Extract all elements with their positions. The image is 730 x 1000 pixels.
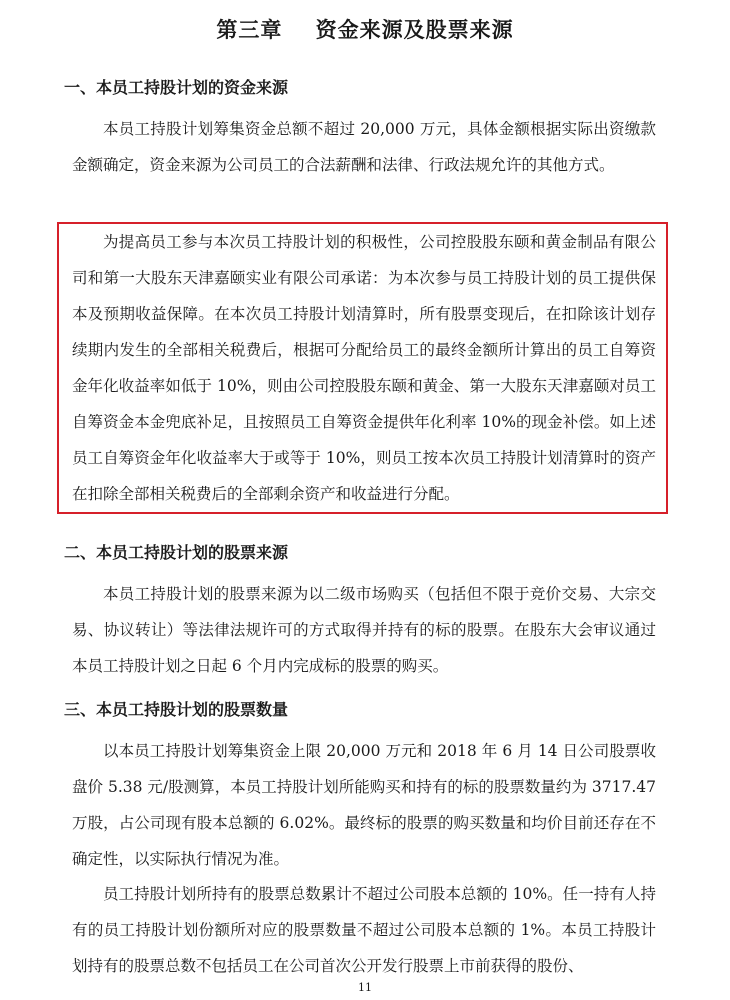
page-number: 11 xyxy=(358,981,372,994)
paragraph-stock-source: 本员工持股计划的股票来源为以二级市场购买（包括但不限于竞价交易、大宗交易、协议转让）等法律法规许可的方式取得并持有的标的股票。在股东大会审议通过本员工持股计划之日起 6 个月内完成标的股票的购买。 xyxy=(72,585,656,675)
section-heading-stock-source: 二、本员工持股计划的股票来源 xyxy=(64,543,289,562)
section-heading-stock-quantity: 三、本员工持股计划的股票数量 xyxy=(64,700,289,719)
paragraph-stock-quantity: 以本员工持股计划筹集资金上限 20,000 万元和 2018 年 6 月 14 日公司股票收盘价 5.38 元/股测算，本员工持股计划所能购买和持有的标的股票数量约为 3717.47 万股，占公司现有股本总额的 6.02%。最终标的股票的购买数量和均价目前还存在不确定性，以实际执行情况为准。 xyxy=(72,742,656,868)
paragraph-holding-limits: 员工持股计划所持有的股票总数累计不超过公司股本总额的 10%。任一持有人持有的员工持股计划份额所对应的股票数量不超过公司股本总额的 1%。本员工持股计划持有的股票总数不包括员工在公司首次公开发行股票上市前获得的股份、 xyxy=(72,885,656,975)
paragraph-guarantee-commitment: 为提高员工参与本次员工持股计划的积极性，公司控股股东颐和黄金制品有限公司和第一大股东天津嘉颐实业有限公司承诺：为本次参与员工持股计划的员工提供保本及预期收益保障。在本次员工持股计划清算时，所有股票变现后，在扣除该计划存续期内发生的全部相关税费后，根据可分配给员工的最终金额所计算出的员工自筹资金年化收益率如低于 10%，则由公司控股股东颐和黄金、第一大股东天津嘉颐对员工自筹资金本金兜底补足，且按照员工自筹资金提供年化利率 10%的现金补偿。如上述员工自筹资金年化收益率大于或等于 10%，则员工按本次员工持股计划清算时的资产在扣除全部相关税费后的全部剩余资产和收益进行分配。 xyxy=(72,233,656,503)
chapter-title: 第三章 资金来源及股票来源 xyxy=(216,18,514,42)
paragraph-funding-amount: 本员工持股计划筹集资金总额不超过 20,000 万元，具体金额根据实际出资缴款金额确定，资金来源为公司员工的合法薪酬和法律、行政法规允许的其他方式。 xyxy=(72,120,656,174)
section-heading-funding-source: 一、本员工持股计划的资金来源 xyxy=(64,78,289,97)
